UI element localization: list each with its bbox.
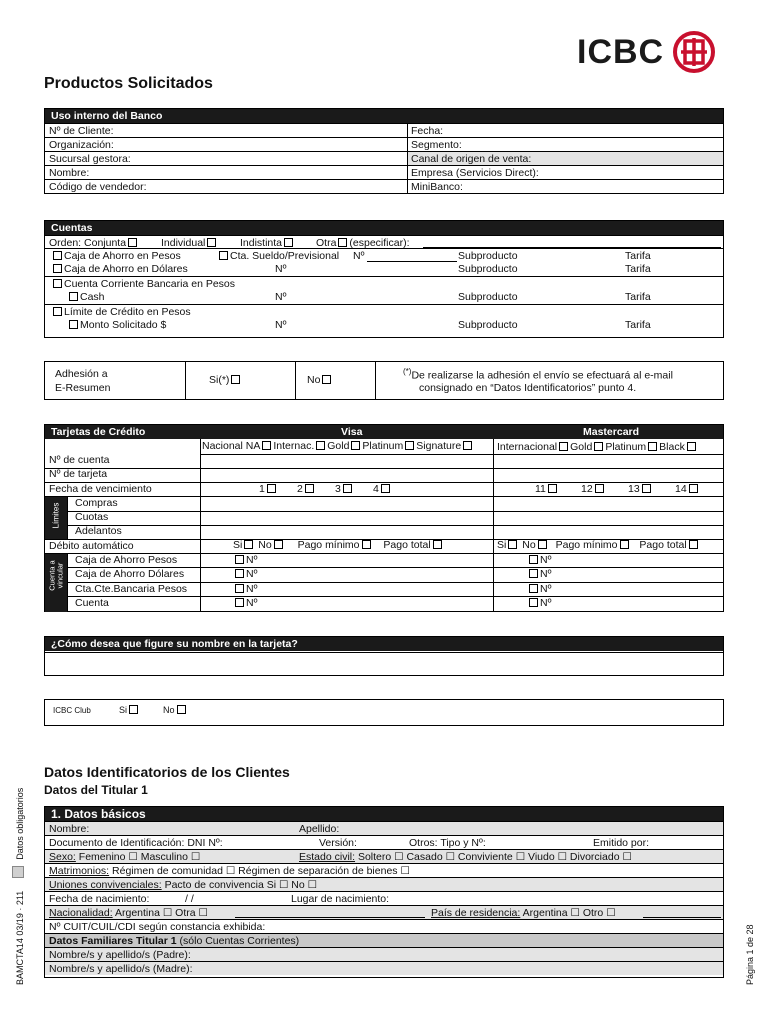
matrimonios-label: Matrimonios: (49, 865, 110, 877)
cuenta-corriente-checkbox[interactable] (53, 279, 62, 288)
uso-left-label: Sucursal gestora: (49, 153, 131, 165)
mc-debito-si-checkbox[interactable] (508, 540, 517, 549)
caja-dolares-label: Caja de Ahorro en Dólares (64, 263, 188, 275)
emitido-label: Emitido por: (593, 837, 650, 849)
cuenta-corriente-row (45, 276, 723, 290)
caja-pesos-label: Caja de Ahorro en Pesos (64, 250, 181, 262)
padre-row (45, 947, 723, 961)
nro-label: Nº (246, 554, 258, 566)
fecha-nac-row (45, 891, 723, 905)
mc-type-label: Platinum (605, 441, 647, 453)
debito-label: Débito automático (49, 540, 134, 552)
sexo-row (45, 849, 723, 863)
debito-si-label: Si (233, 539, 243, 551)
mc-type-label: Gold (570, 441, 593, 453)
documento-label: Documento de Identificación: DNI Nº: (49, 837, 223, 849)
mc-pago-minimo-checkbox[interactable] (620, 540, 629, 549)
icbc-logo (577, 30, 722, 74)
orden-label: Orden: Conjunta (49, 237, 127, 249)
tarifa-label: Tarifa (625, 263, 651, 275)
icbc-seal-icon (672, 30, 716, 74)
eresumen-no-checkbox[interactable] (322, 375, 331, 384)
nro-label: Nº (246, 568, 258, 580)
uniones-label: Uniones convivenciales: (49, 879, 162, 891)
mc-date-checkbox[interactable] (595, 484, 604, 493)
caja-pesos-row (45, 248, 723, 262)
visa-type-label: Gold (327, 440, 350, 452)
cuit-row (45, 919, 723, 933)
pago-minimo-label: Pago mínimo (555, 539, 618, 551)
mc-type-checkbox[interactable] (648, 442, 657, 451)
nro-label: Nº (540, 583, 552, 595)
cash-label: Cash (80, 291, 105, 303)
cuotas-label: Cuotas (75, 511, 109, 523)
uso-left-label: Código de vendedor: (49, 181, 147, 193)
mc-type-label: Black (659, 441, 685, 453)
uso-row (45, 151, 723, 165)
eresumen-no-label: No (307, 374, 321, 386)
visa-type-checkbox[interactable] (351, 441, 360, 450)
nro-tarjeta-label: Nº de tarjeta (49, 468, 108, 480)
visa-vincular-checkbox[interactable] (235, 569, 244, 578)
otra-label: Otra (316, 237, 337, 249)
nombre-row (45, 821, 723, 835)
adelantos-label: Adelantos (75, 525, 122, 537)
visa-date-checkbox[interactable] (343, 484, 352, 493)
tarifa-label: Tarifa (625, 291, 651, 303)
visa-type-checkbox[interactable] (262, 441, 271, 450)
eresumen-section (44, 361, 724, 400)
mc-type-checkbox[interactable] (687, 442, 696, 451)
cash-row (45, 290, 723, 304)
fecha-nac-slashes: / / (185, 893, 194, 905)
subproducto-label: Subproducto (458, 263, 518, 275)
fecha-nac-label: Fecha de nacimiento: (49, 893, 150, 905)
monto-row (45, 318, 723, 332)
datos-basicos-section (44, 806, 724, 978)
otra-checkbox[interactable] (338, 238, 347, 247)
cash-checkbox[interactable] (69, 292, 78, 301)
mc-date-label: 11 (535, 483, 546, 495)
debito-no-label: No (258, 539, 272, 551)
visa-types-row (202, 440, 474, 452)
club-label: ICBC Club (53, 706, 91, 715)
vincular-item-label: Caja de Ahorro Pesos (75, 554, 178, 566)
visa-date-checkbox[interactable] (305, 484, 314, 493)
visa-vincular-checkbox[interactable] (235, 598, 244, 607)
datos-subtitle: Datos del Titular 1 (44, 783, 148, 797)
version-label: Versión: (319, 837, 357, 849)
mc-type-checkbox[interactable] (594, 442, 603, 451)
nro-label: Nº (246, 583, 258, 595)
uso-row (45, 179, 723, 193)
visa-type-label: Signature (416, 440, 462, 452)
madre-row (45, 961, 723, 975)
uso-right-label: Canal de origen de venta: (411, 153, 532, 165)
otros-label: Otros: Tipo y Nº: (409, 837, 486, 849)
mc-vincular-checkbox[interactable] (529, 555, 538, 564)
uso-right-label: MiniBanco: (411, 181, 463, 193)
limite-checkbox[interactable] (53, 307, 62, 316)
side-page-number: Página 1 de 28 (745, 924, 755, 985)
subproducto-label: Subproducto (458, 291, 518, 303)
sexo-label: Sexo: (49, 851, 76, 863)
nacionalidad-row (45, 905, 723, 919)
cta-sueldo-checkbox[interactable] (219, 251, 228, 260)
eresumen-note-1: De realizarse la adhesión el envío se efectuará al e-mail (411, 369, 673, 382)
conjunta-checkbox[interactable] (128, 238, 137, 247)
vincular-vertical-label-1: Cuenta a (47, 560, 57, 591)
mc-vincular-checkbox[interactable] (529, 569, 538, 578)
cta-sueldo-label: Cta. Sueldo/Previsional (230, 250, 340, 262)
eresumen-si-label: Si(*) (209, 374, 230, 386)
familiares-row (45, 933, 723, 947)
vincular-item-label: Cuenta (75, 597, 109, 609)
visa-date-label: 2 (297, 483, 303, 495)
nro-label: Nº (353, 250, 365, 262)
limite-row (45, 304, 723, 318)
matrimonios-options[interactable]: Régimen de comunidad ☐ Régimen de separación de bienes ☐ (112, 865, 410, 877)
caja-dolares-row (45, 262, 723, 276)
uso-interno-section (44, 108, 724, 194)
nro-label: Nº (275, 263, 287, 275)
uso-right-label: Empresa (Servicios Direct): (411, 167, 539, 179)
matrimonios-row (45, 863, 723, 877)
uniones-row (45, 877, 723, 891)
orden-row (45, 235, 723, 248)
uso-interno-header: Uso interno del Banco (45, 109, 723, 123)
nombre-tarjeta-field[interactable] (45, 652, 723, 676)
icbc-club-section (44, 699, 724, 726)
mc-date-checkbox[interactable] (548, 484, 557, 493)
uso-right-label: Fecha: (411, 125, 444, 137)
eresumen-si-checkbox[interactable] (231, 375, 240, 384)
page-title: Productos Solicitados (44, 75, 213, 92)
uso-row (45, 137, 723, 151)
tarjetas-header: Tarjetas de Crédito (51, 426, 146, 438)
visa-type-label: Internac. (273, 440, 315, 452)
nombre-tarjeta-section (44, 636, 724, 676)
pago-minimo-label: Pago mínimo (297, 539, 360, 551)
estado-civil-options[interactable]: Soltero ☐ Casado ☐ Conviviente ☐ Viudo ☐ Divorciado ☐ (357, 851, 632, 863)
pais-res-options[interactable]: Argentina ☐ Otro ☐ (522, 907, 616, 919)
nro-label: Nº (275, 291, 287, 303)
mc-date-label: 12 (581, 483, 593, 495)
apellido-label: Apellido: (299, 823, 340, 835)
visa-type-checkbox[interactable] (405, 441, 414, 450)
mc-debito-no-checkbox[interactable] (538, 540, 547, 549)
club-si-label: Si (119, 705, 128, 715)
logo-text: ICBC (577, 33, 665, 71)
visa-vincular-checkbox[interactable] (235, 555, 244, 564)
eresumen-note-mark: (*) (403, 367, 412, 376)
tarifa-label: Tarifa (625, 319, 651, 331)
datos-obligatorios-text: Datos obligatorios (15, 787, 25, 860)
nro-label: Nº (540, 597, 552, 609)
pago-total-label: Pago total (383, 539, 431, 551)
visa-debito-options (233, 539, 444, 551)
limites-vertical-label: Límites (51, 502, 61, 529)
sexo-options[interactable]: Femenino ☐ Masculino ☐ (78, 851, 201, 863)
club-no-checkbox[interactable] (177, 705, 186, 714)
mc-type-label: Internacional (497, 441, 558, 453)
nro-label: Nº (540, 554, 552, 566)
datos-basicos-header: 1. Datos básicos (45, 807, 723, 821)
visa-date-label: 1 (259, 483, 265, 495)
indistinta-checkbox[interactable] (284, 238, 293, 247)
eresumen-label-2: E-Resumen (55, 382, 111, 394)
cuit-label: Nº CUIT/CUIL/CDI según constancia exhibida: (49, 921, 266, 933)
uniones-options[interactable]: Pacto de convivencia Si ☐ No ☐ (164, 879, 318, 891)
nro-label: Nº (540, 568, 552, 580)
tarifa-label: Tarifa (625, 250, 651, 262)
cuentas-header: Cuentas (45, 221, 723, 235)
uso-left-label: Nombre: (49, 167, 90, 179)
mc-pago-total-checkbox[interactable] (689, 540, 698, 549)
vincular-vertical-label-2: vincular (55, 562, 65, 589)
mc-date-checkbox[interactable] (642, 484, 651, 493)
madre-label: Nombre/s y apellido/s (Madre): (49, 963, 193, 975)
nombre-tarjeta-header: ¿Cómo desea que figure su nombre en la tarjeta? (45, 637, 723, 651)
subproducto-label: Subproducto (458, 250, 518, 262)
cuenta-corriente-label: Cuenta Corriente Bancaria en Pesos (64, 278, 236, 290)
visa-debito-si-checkbox[interactable] (244, 540, 253, 549)
tarjetas-section (44, 424, 724, 612)
nro-label: Nº (246, 597, 258, 609)
debito-si-label: Si (497, 539, 507, 551)
uso-row (45, 165, 723, 179)
visa-vincular-checkbox[interactable] (235, 584, 244, 593)
visa-pago-total-checkbox[interactable] (433, 540, 442, 549)
familiares-label: Datos Familiares Titular 1 (49, 935, 177, 947)
familiares-note: (sólo Cuentas Corrientes) (179, 935, 300, 947)
nombre-label: Nombre: (49, 823, 90, 835)
vincular-item-label: Cta.Cte.Bancaria Pesos (75, 583, 188, 595)
visa-date-checkbox[interactable] (267, 484, 276, 493)
uso-row (45, 123, 723, 137)
mastercard-header: Mastercard (583, 426, 640, 438)
visa-date-label: 3 (335, 483, 341, 495)
uso-right-label: Segmento: (411, 139, 462, 151)
side-form-code (12, 788, 25, 985)
pago-total-label: Pago total (639, 539, 687, 551)
eresumen-note-2: consignado en “Datos Identificatorios” punto 4. (419, 382, 637, 394)
vencimiento-label: Fecha de vencimiento (49, 483, 152, 495)
uso-left-label: Organización: (49, 139, 114, 151)
eresumen-label-1: Adhesión a (55, 368, 108, 380)
compras-label: Compras (75, 497, 118, 509)
indistinta-label: Indistinta (240, 237, 283, 249)
form-code-text: BAMCTA14 03/19 · 211 (15, 890, 25, 985)
datos-title: Datos Identificatorios de los Clientes (44, 764, 290, 780)
visa-type-checkbox[interactable] (463, 441, 472, 450)
visa-header: Visa (341, 426, 363, 438)
caja-dolares-checkbox[interactable] (53, 264, 62, 273)
mc-vincular-checkbox[interactable] (529, 584, 538, 593)
cuentas-section (44, 220, 724, 338)
club-si-checkbox[interactable] (129, 705, 138, 714)
datos-obligatorios-box (12, 866, 24, 878)
debito-no-label: No (522, 539, 536, 551)
documento-row (45, 835, 723, 849)
mc-date-label: 14 (675, 483, 687, 495)
nacionalidad-label: Nacionalidad: (49, 907, 113, 919)
visa-pago-minimo-checkbox[interactable] (362, 540, 371, 549)
lugar-nac-label: Lugar de nacimiento: (291, 893, 390, 905)
visa-date-checkbox[interactable] (381, 484, 390, 493)
monto-label: Monto Solicitado $ (80, 319, 167, 331)
club-no-label: No (163, 705, 175, 715)
mc-types-row (497, 441, 698, 453)
mc-type-checkbox[interactable] (559, 442, 568, 451)
nro-label: Nº (275, 319, 287, 331)
estado-civil-label: Estado civil: (299, 851, 356, 863)
subproducto-label: Subproducto (458, 319, 518, 331)
caja-pesos-checkbox[interactable] (53, 251, 62, 260)
individual-checkbox[interactable] (207, 238, 216, 247)
visa-type-label: Nacional NA (202, 440, 261, 452)
visa-type-label: Platinum (362, 440, 404, 452)
vincular-item-label: Caja de Ahorro Dólares (75, 568, 185, 580)
limite-label: Límite de Crédito en Pesos (64, 306, 191, 318)
pais-res-label: País de residencia: (431, 907, 521, 919)
mc-debito-options (497, 539, 700, 551)
padre-label: Nombre/s y apellido/s (Padre): (49, 949, 191, 961)
individual-label: Individual (161, 237, 206, 249)
especificar-label: (especificar): (349, 237, 410, 249)
mc-date-checkbox[interactable] (689, 484, 698, 493)
visa-type-checkbox[interactable] (316, 441, 325, 450)
uso-left-label: Nº de Cliente: (49, 125, 114, 137)
visa-debito-no-checkbox[interactable] (274, 540, 283, 549)
mc-vincular-checkbox[interactable] (529, 598, 538, 607)
visa-date-label: 4 (373, 483, 379, 495)
monto-checkbox[interactable] (69, 320, 78, 329)
mc-date-label: 13 (628, 483, 640, 495)
nro-cuenta-label: Nº de cuenta (49, 454, 110, 466)
nacionalidad-options[interactable]: Argentina ☐ Otra ☐ (114, 907, 208, 919)
